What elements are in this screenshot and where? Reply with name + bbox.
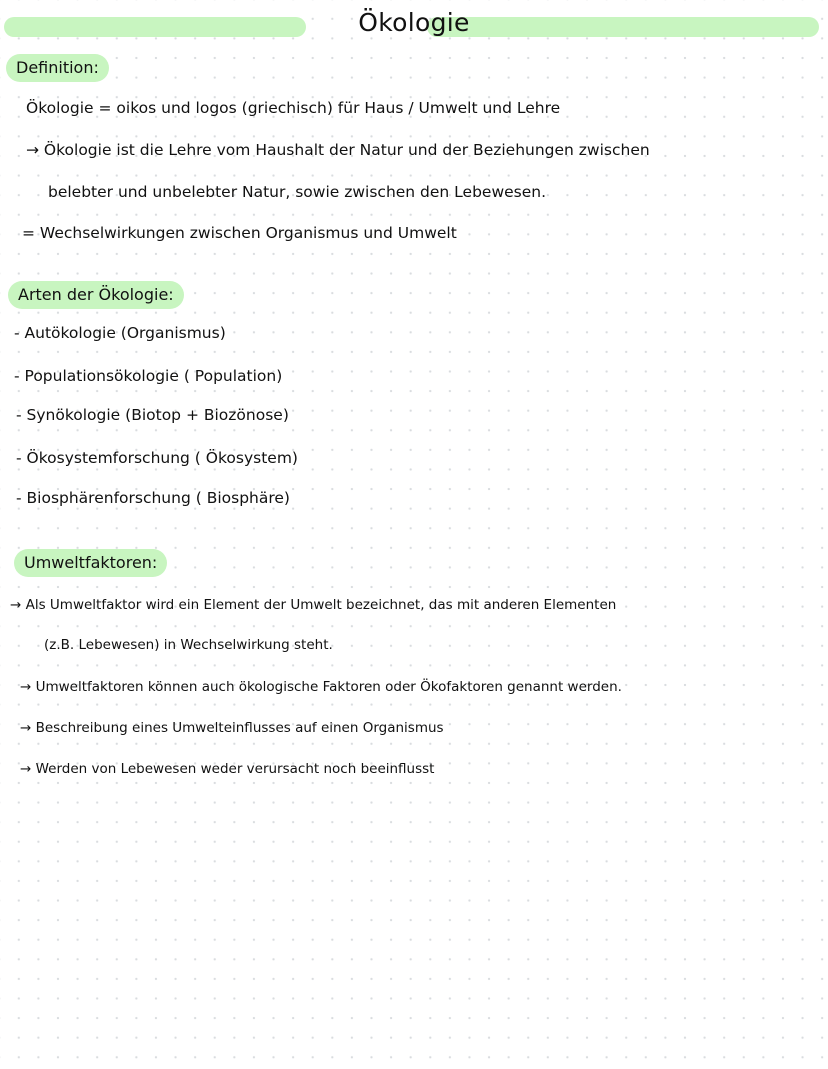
umweltfaktoren-line-1: → Als Umweltfaktor wird ein Element der Umwelt bezeichnet, das mit anderen Elementen — [10, 597, 617, 613]
heading-definition: Definition: — [6, 54, 109, 82]
heading-arten: Arten der Ökologie: — [8, 281, 184, 309]
umweltfaktoren-line-4: → Beschreibung eines Umwelteinflusses auf einen Organismus — [20, 720, 444, 736]
arten-item-3: - Synökologie (Biotop + Biozönose) — [16, 406, 289, 424]
definition-line-2: → Ökologie ist die Lehre vom Haushalt der Natur und der Beziehungen zwischen — [26, 141, 650, 159]
umweltfaktoren-line-5: → Werden von Lebewesen weder verursacht noch beeinflusst — [20, 761, 435, 777]
umweltfaktoren-line-3: → Umweltfaktoren können auch ökologische Faktoren oder Ökofaktoren genannt werden. — [20, 679, 622, 695]
arten-item-1: - Autökologie (Organismus) — [14, 324, 226, 342]
umweltfaktoren-line-2: (z.B. Lebewesen) in Wechselwirkung steht. — [44, 637, 333, 653]
definition-line-4: = Wechselwirkungen zwischen Organismus und Umwelt — [22, 224, 457, 242]
arten-item-4: - Ökosystemforschung ( Ökosystem) — [16, 449, 298, 467]
definition-line-1: Ökologie = oikos und logos (griechisch) für Haus / Umwelt und Lehre — [26, 99, 561, 117]
arten-item-5: - Biosphärenforschung ( Biosphäre) — [16, 489, 290, 507]
page-title: Ökologie — [358, 8, 470, 37]
heading-umweltfaktoren: Umweltfaktoren: — [14, 549, 167, 577]
definition-line-3: belebter und unbelebter Natur, sowie zwischen den Lebewesen. — [48, 183, 547, 201]
arten-item-2: - Populationsökologie ( Population) — [14, 367, 283, 385]
